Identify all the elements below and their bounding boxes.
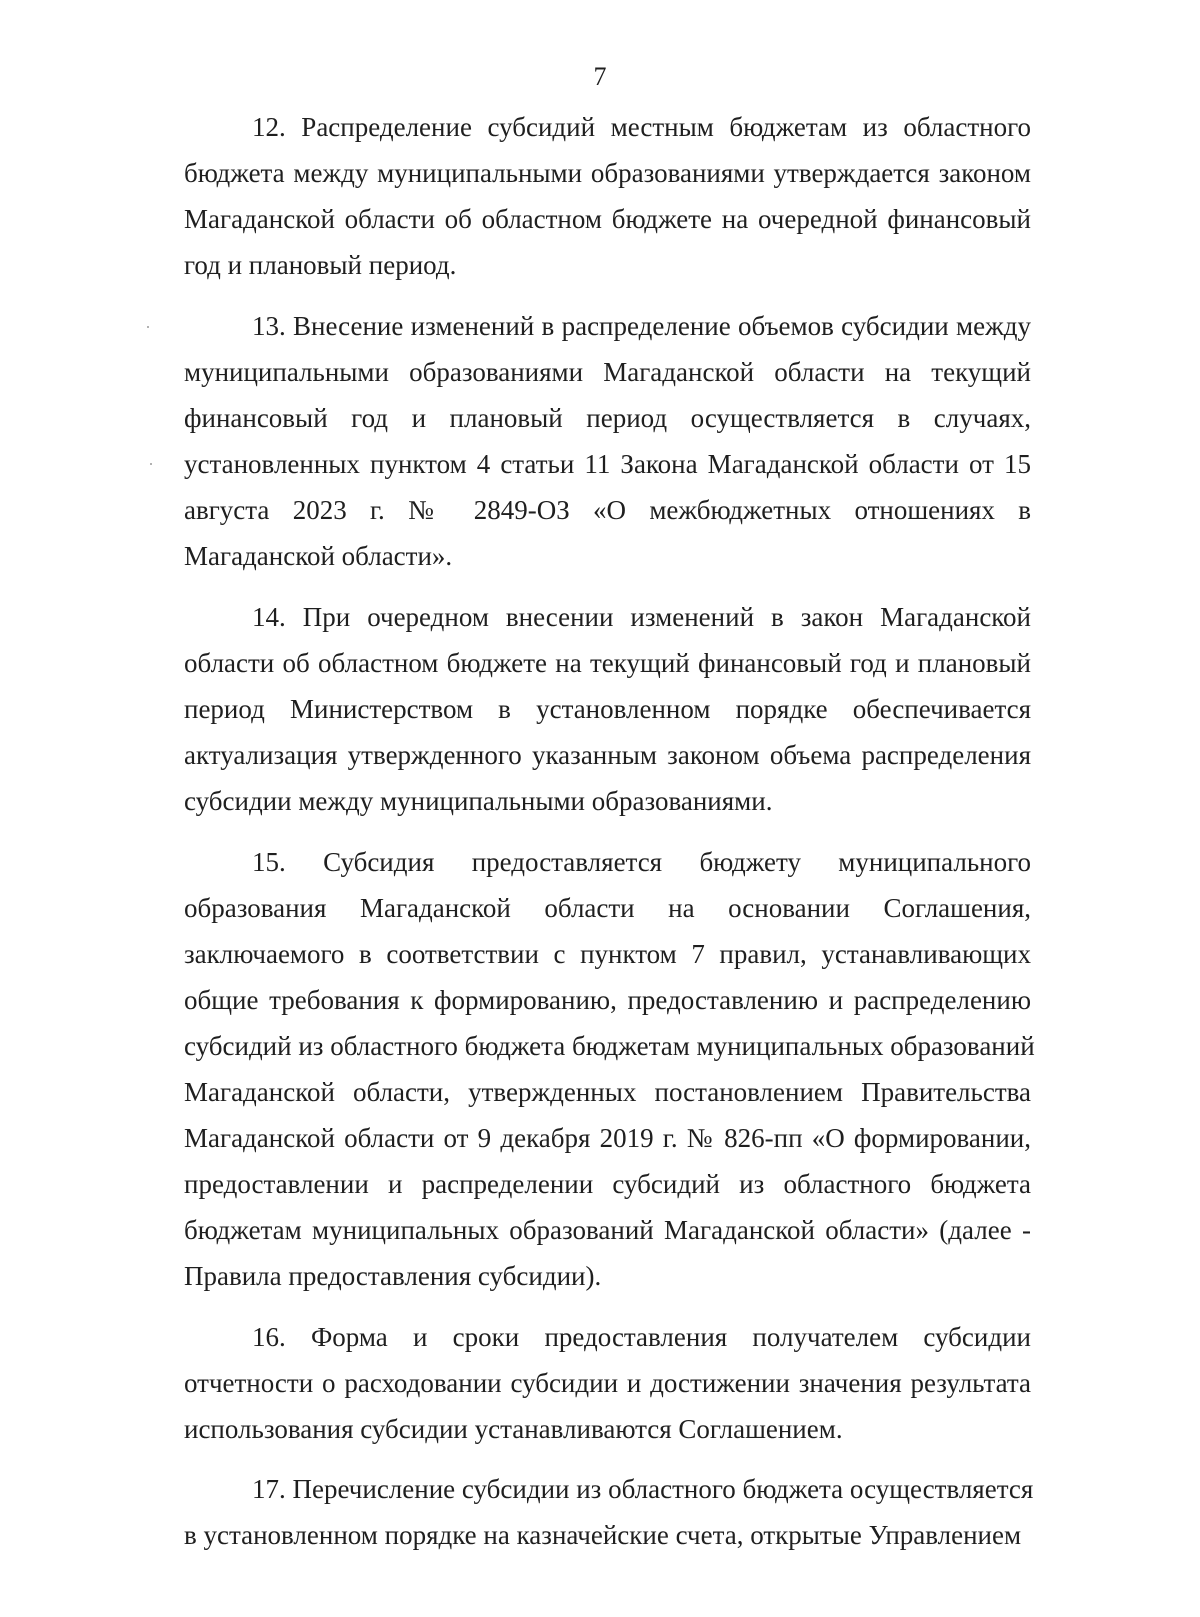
page-number: 7 (593, 62, 607, 91)
paragraph-line: субсидий из областного бюджета бюджетам муниципальных образований (184, 1031, 1035, 1061)
paragraph-line: 12. Распределение субсидий местным бюджетам из областного (252, 112, 1031, 142)
paragraph-line: Магаданской области от 9 декабря 2019 г. № 826-пп «О формировании, (184, 1123, 1031, 1153)
paragraph-13 (184, 303, 1031, 579)
paragraph-line: Правила предоставления субсидии). (184, 1261, 602, 1291)
paragraph-line: бюджетам муниципальных образований Магаданской области» (далее - (184, 1215, 1031, 1245)
paragraph-line: общие требования к формированию, предоставлению и распределению (184, 985, 1031, 1015)
paragraph-line: установленных пунктом 4 статьи 11 Закона Магаданской области от 15 (184, 449, 1031, 479)
scan-speck (150, 463, 152, 465)
paragraph-12 (184, 104, 1031, 288)
paragraph-line: актуализация утвержденного указанным законом объема распределения (184, 740, 1031, 770)
paragraph-line: 15. Субсидия предоставляется бюджету муниципального (252, 847, 1031, 877)
paragraph-16 (184, 1314, 1031, 1452)
paragraph-line: муниципальными образованиями Магаданской области на текущий (184, 357, 1031, 387)
paragraph-line: области об областном бюджете на текущий финансовый год и плановый (184, 648, 1031, 678)
paragraph-line: бюджета между муниципальными образованиями утверждается законом (184, 158, 1031, 188)
paragraph-17 (184, 1466, 1034, 1558)
paragraph-line: предоставлении и распределении субсидий из областного бюджета (184, 1169, 1031, 1199)
paragraph-line: 14. При очередном внесении изменений в закон Магаданской (252, 602, 1031, 632)
paragraph-line: заключаемого в соответствии с пунктом 7 правил, устанавливающих (184, 939, 1031, 969)
paragraph-line: год и плановый период. (184, 250, 457, 280)
paragraph-line: в установленном порядке на казначейские счета, открытые Управлением (184, 1520, 1022, 1550)
paragraph-line: 17. Перечисление субсидии из областного бюджета осуществляется (252, 1474, 1034, 1504)
paragraph-line: Магаданской области». (184, 541, 453, 571)
paragraph-line: образования Магаданской области на основании Соглашения, (184, 893, 1031, 923)
paragraph-line: Магаданской области, утвержденных постановлением Правительства (184, 1077, 1031, 1107)
paragraph-15 (184, 839, 1035, 1299)
paragraph-line: использования субсидии устанавливаются Соглашением. (184, 1414, 843, 1444)
paragraph-line: 13. Внесение изменений в распределение объемов субсидии между (252, 311, 1031, 341)
paragraph-line: августа 2023 г. № 2849-ОЗ «О межбюджетных отношениях в (184, 495, 1031, 525)
scan-speck (147, 326, 149, 328)
paragraph-line: финансовый год и плановый период осуществляется в случаях, (184, 403, 1031, 433)
paragraph-line: период Министерством в установленном порядке обеспечивается (184, 694, 1031, 724)
paragraph-line: 16. Форма и сроки предоставления получателем субсидии (252, 1322, 1031, 1352)
document-body (184, 104, 1035, 1558)
paragraph-line: отчетности о расходовании субсидии и достижении значения результата (184, 1368, 1031, 1398)
paragraph-line: субсидии между муниципальными образованиями. (184, 786, 773, 816)
paragraph-14 (184, 594, 1031, 824)
paragraph-line: Магаданской области об областном бюджете на очередной финансовый (184, 204, 1031, 234)
